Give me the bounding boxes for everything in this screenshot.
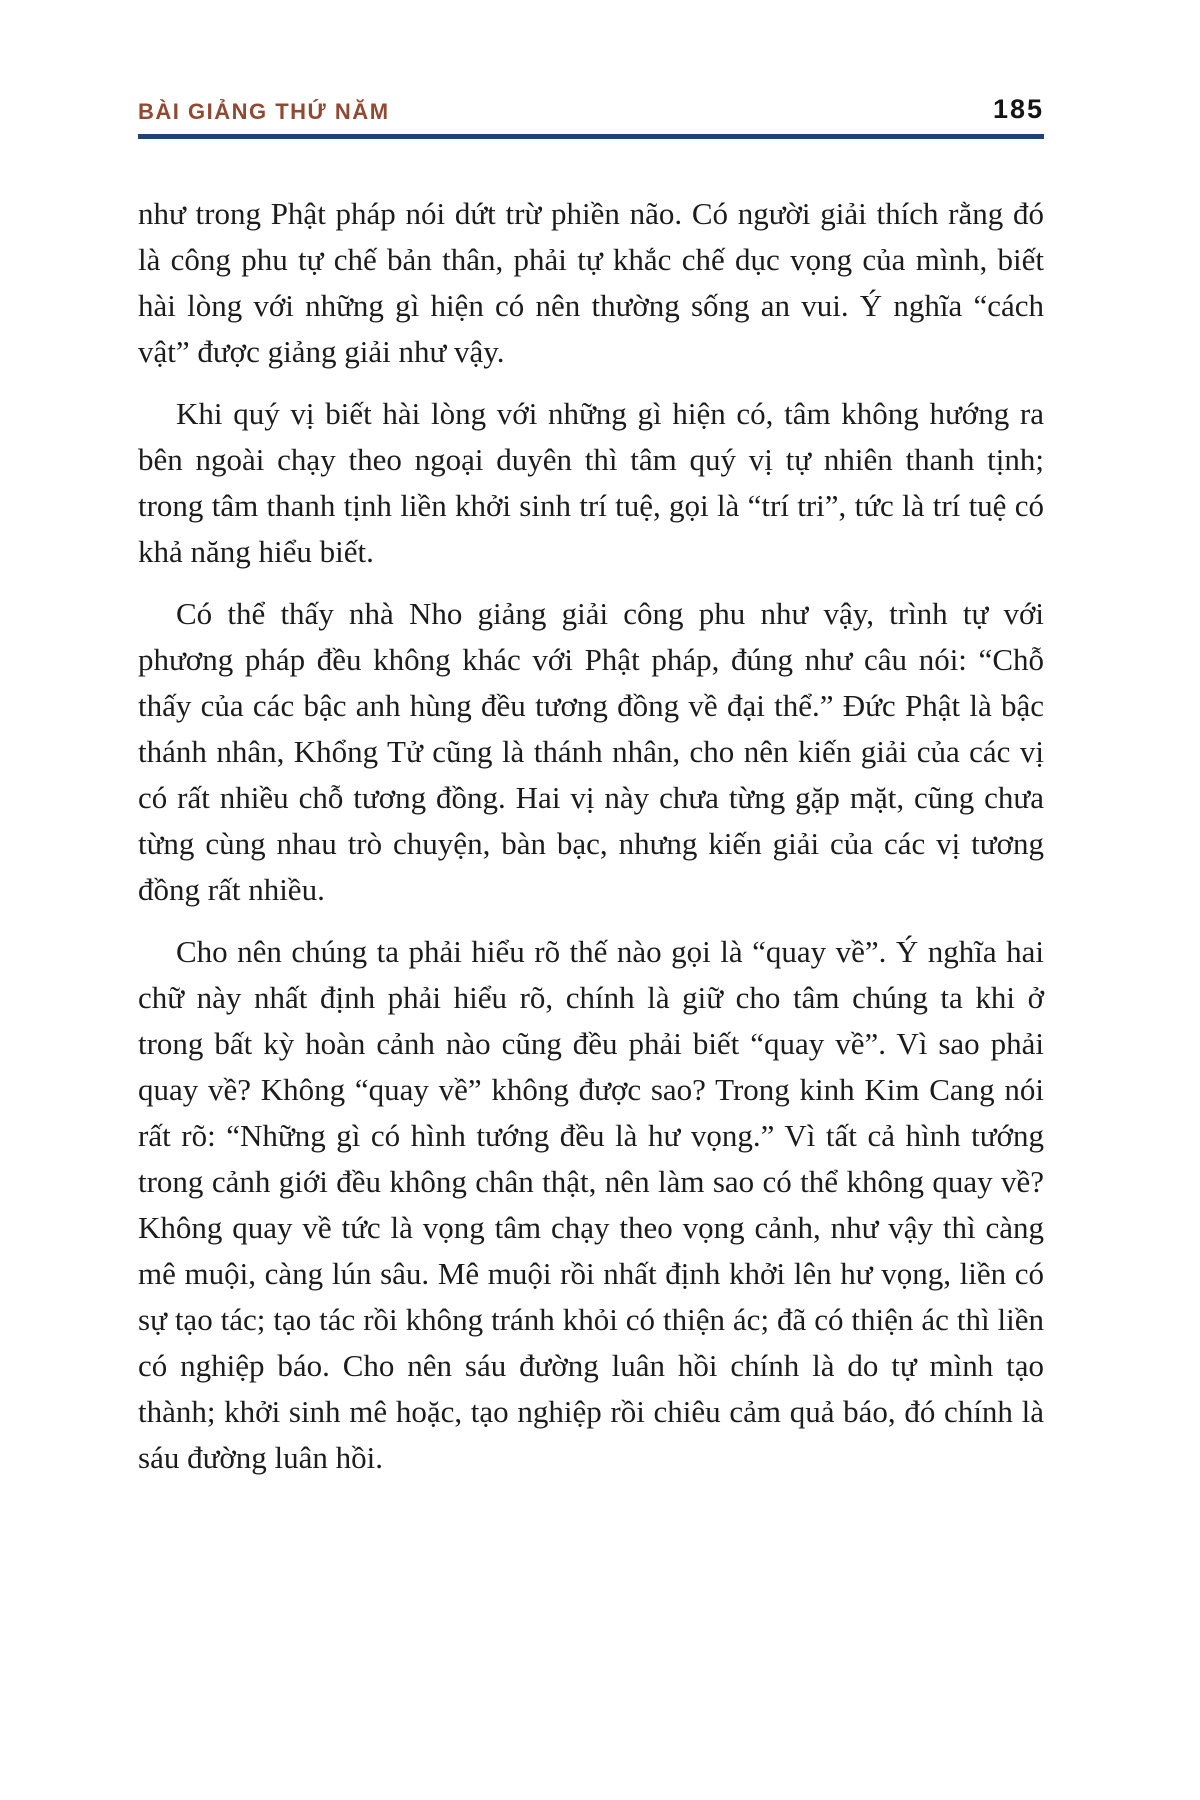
running-title: BÀI GIẢNG THỨ NĂM [138, 99, 390, 124]
body-paragraph: Cho nên chúng ta phải hiểu rõ thế nào gọi là “quay về”. Ý nghĩa hai chữ này nhất định phải hiểu rõ, chính là giữ cho tâm chúng ta khi ở trong bất kỳ hoàn cảnh nào cũng đều phải biết “quay về”. Vì sao phải quay về? Không “quay về” không được sao? Trong kinh Kim Cang nói rất rõ: “Những gì có hình tướng đều là hư vọng.” Vì tất cả hình tướng trong cảnh giới đều không chân thật, nên làm sao có thể không quay về? Không quay về tức là vọng tâm chạy theo vọng cảnh, như vậy thì càng mê muội, càng lún sâu. Mê muội rồi nhất định khởi lên hư vọng, liền có sự tạo tác; tạo tác rồi không tránh khỏi có thiện ác; đã có thiện ác thì liền có nghiệp báo. Cho nên sáu đường luân hồi chính là do tự mình tạo thành; khởi sinh mê hoặc, tạo nghiệp rồi chiêu cảm quả báo, đó chính là sáu đường luân hồi. [138, 934, 1044, 1475]
page-body [138, 191, 1044, 1481]
page-header [138, 94, 1044, 134]
body-paragraph: như trong Phật pháp nói dứt trừ phiền não. Có người giải thích rằng đó là công phu tự chế bản thân, phải tự khắc chế dục vọng của mình, biết hài lòng với những gì hiện có nên thường sống an vui. Ý nghĩa “cách vật” được giảng giải như vậy. [138, 196, 1044, 369]
page-number: 185 [992, 94, 1044, 124]
body-paragraph: Khi quý vị biết hài lòng với những gì hiện có, tâm không hướng ra bên ngoài chạy theo ngoại duyên thì tâm quý vị tự nhiên thanh tịnh; trong tâm thanh tịnh liền khởi sinh trí tuệ, gọi là “trí tri”, tức là trí tuệ có khả năng hiểu biết. [138, 396, 1044, 569]
body-paragraph: Có thể thấy nhà Nho giảng giải công phu như vậy, trình tự với phương pháp đều không khác với Phật pháp, đúng như câu nói: “Chỗ thấy của các bậc anh hùng đều tương đồng về đại thể.” Đức Phật là bậc thánh nhân, Khổng Tử cũng là thánh nhân, cho nên kiến giải của các vị có rất nhiều chỗ tương đồng. Hai vị này chưa từng gặp mặt, cũng chưa từng cùng nhau trò chuyện, bàn bạc, nhưng kiến giải của các vị tương đồng rất nhiều. [138, 596, 1044, 907]
header-rule [138, 134, 1044, 139]
